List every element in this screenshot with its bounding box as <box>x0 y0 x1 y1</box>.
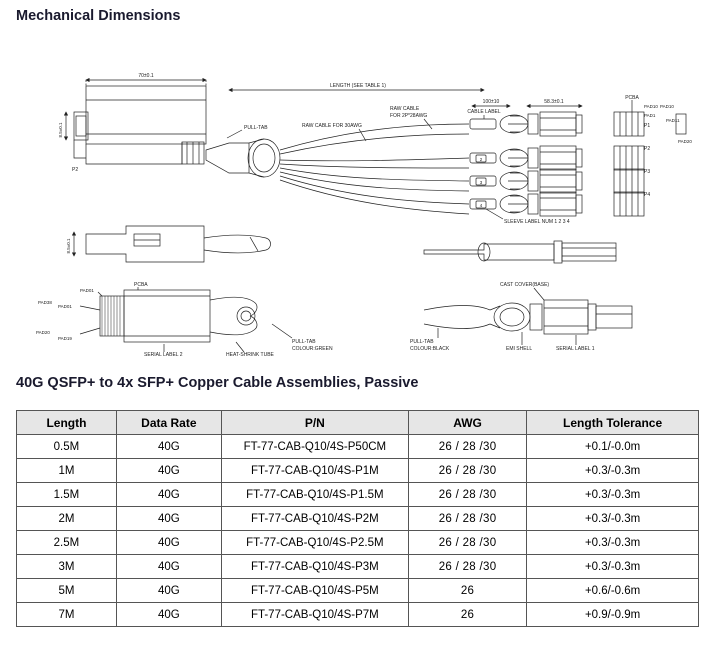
cell-awg: 26 / 28 /30 <box>408 435 526 459</box>
svg-text:P2: P2 <box>72 167 79 173</box>
svg-text:100±10: 100±10 <box>482 99 500 105</box>
svg-text:PAD11: PAD11 <box>666 118 680 123</box>
svg-text:PAD10: PAD10 <box>660 104 674 109</box>
svg-text:70±0.1: 70±0.1 <box>138 73 154 79</box>
svg-text:SLEEVE LABEL NUM 1 2 3 4: SLEEVE LABEL NUM 1 2 3 4 <box>504 219 570 225</box>
svg-text:PAD10: PAD10 <box>644 104 658 109</box>
cell-awg: 26 <box>408 579 526 603</box>
svg-text:PAD38: PAD38 <box>38 300 52 305</box>
cell-length-tolerance: +0.9/-0.9m <box>527 603 699 627</box>
cell-data-rate: 40G <box>116 435 221 459</box>
cell-awg: 26 / 28 /30 <box>408 507 526 531</box>
cable-assemblies-table <box>16 410 699 627</box>
cell-awg: 26 / 28 /30 <box>408 483 526 507</box>
svg-text:PULL-TAB: PULL-TAB <box>292 339 316 345</box>
svg-text:P3: P3 <box>644 169 651 175</box>
svg-text:HEAT-SHRINK TUBE: HEAT-SHRINK TUBE <box>226 352 274 358</box>
cell-length-tolerance: +0.6/-0.6m <box>527 579 699 603</box>
svg-text:58.3±0.1: 58.3±0.1 <box>544 99 564 105</box>
cell-data-rate: 40G <box>116 531 221 555</box>
cell-pn: FT-77-CAB-Q10/4S-P2M <box>221 507 408 531</box>
cell-pn: FT-77-CAB-Q10/4S-P7M <box>221 603 408 627</box>
cell-length: 3M <box>17 555 117 579</box>
table-row <box>17 531 699 555</box>
cell-length: 2.5M <box>17 531 117 555</box>
svg-text:PAD01: PAD01 <box>58 304 72 309</box>
table-row <box>17 507 699 531</box>
cell-length: 0.5M <box>17 435 117 459</box>
svg-text:8.5±0.1: 8.5±0.1 <box>58 122 63 138</box>
column-header-length-tolerance: Length Tolerance <box>527 411 699 435</box>
svg-text:EMI SHELL: EMI SHELL <box>506 346 533 352</box>
cell-length: 1M <box>17 459 117 483</box>
cell-data-rate: 40G <box>116 603 221 627</box>
cell-pn: FT-77-CAB-Q10/4S-P3M <box>221 555 408 579</box>
cell-awg: 26 / 28 /30 <box>408 555 526 579</box>
cell-pn: FT-77-CAB-Q10/4S-P2.5M <box>221 531 408 555</box>
svg-text:P1: P1 <box>644 123 651 129</box>
table-row <box>17 435 699 459</box>
cell-length-tolerance: +0.1/-0.0m <box>527 435 699 459</box>
table-row <box>17 603 699 627</box>
cell-pn: FT-77-CAB-Q10/4S-P1M <box>221 459 408 483</box>
column-header-length: Length <box>17 411 117 435</box>
svg-text:PCBA: PCBA <box>134 282 148 288</box>
svg-text:CABLE LABEL: CABLE LABEL <box>467 109 501 115</box>
cell-length: 2M <box>17 507 117 531</box>
svg-text:PULL-TAB: PULL-TAB <box>244 125 268 131</box>
table-header-row <box>17 411 699 435</box>
svg-text:PAD20: PAD20 <box>36 330 50 335</box>
cell-pn: FT-77-CAB-Q10/4S-P50CM <box>221 435 408 459</box>
svg-text:8.5±0.1: 8.5±0.1 <box>66 238 71 254</box>
svg-text:3: 3 <box>479 180 483 185</box>
svg-text:PAD19: PAD19 <box>58 336 72 341</box>
cell-pn: FT-77-CAB-Q10/4S-P5M <box>221 579 408 603</box>
cell-data-rate: 40G <box>116 459 221 483</box>
cell-data-rate: 40G <box>116 507 221 531</box>
column-header-pn: P/N <box>221 411 408 435</box>
svg-text:CAST COVER(BASE): CAST COVER(BASE) <box>500 282 550 288</box>
cell-awg: 26 / 28 /30 <box>408 531 526 555</box>
cell-data-rate: 40G <box>116 483 221 507</box>
cell-length: 7M <box>17 603 117 627</box>
svg-text:RAW CABLE: RAW CABLE <box>390 106 420 112</box>
cell-awg: 26 <box>408 603 526 627</box>
svg-text:PULL-TAB: PULL-TAB <box>410 339 434 345</box>
column-header-data-rate: Data Rate <box>116 411 221 435</box>
cell-data-rate: 40G <box>116 555 221 579</box>
column-header-awg: AWG <box>408 411 526 435</box>
svg-text:COLOUR:BLACK: COLOUR:BLACK <box>410 346 450 352</box>
cell-length-tolerance: +0.3/-0.3m <box>527 459 699 483</box>
svg-text:P4: P4 <box>644 192 651 198</box>
cell-length-tolerance: +0.3/-0.3m <box>527 531 699 555</box>
page-title-mechanical-dimensions: Mechanical Dimensions <box>16 8 181 24</box>
svg-text:FOR 2P*28AWG: FOR 2P*28AWG <box>390 113 428 119</box>
svg-text:PCBA: PCBA <box>625 95 639 101</box>
svg-text:COLOUR:GREEN: COLOUR:GREEN <box>292 346 333 352</box>
svg-text:P2: P2 <box>644 146 651 152</box>
cell-data-rate: 40G <box>116 579 221 603</box>
table-row <box>17 483 699 507</box>
cell-awg: 26 / 28 /30 <box>408 459 526 483</box>
cell-length-tolerance: +0.3/-0.3m <box>527 555 699 579</box>
cell-length-tolerance: +0.3/-0.3m <box>527 507 699 531</box>
svg-text:PAD01: PAD01 <box>80 288 94 293</box>
table-row <box>17 555 699 579</box>
svg-text:RAW CABLE FOR 30AWG: RAW CABLE FOR 30AWG <box>302 123 362 129</box>
svg-text:SERIAL LABEL 1: SERIAL LABEL 1 <box>556 346 595 352</box>
table-row <box>17 579 699 603</box>
cell-pn: FT-77-CAB-Q10/4S-P1.5M <box>221 483 408 507</box>
svg-text:SERIAL LABEL 2: SERIAL LABEL 2 <box>144 352 183 358</box>
cell-length: 5M <box>17 579 117 603</box>
svg-text:LENGTH (SEE TABLE 1): LENGTH (SEE TABLE 1) <box>330 83 386 89</box>
svg-text:PAD1: PAD1 <box>644 113 656 118</box>
mechanical-drawing <box>14 38 702 363</box>
svg-text:PAD20: PAD20 <box>678 139 692 144</box>
cell-length: 1.5M <box>17 483 117 507</box>
svg-text:4: 4 <box>479 203 483 208</box>
cell-length-tolerance: +0.3/-0.3m <box>527 483 699 507</box>
page-title-assemblies: 40G QSFP+ to 4x SFP+ Copper Cable Assemblies, Passive <box>16 375 419 391</box>
svg-text:2: 2 <box>479 157 483 162</box>
table-row <box>17 459 699 483</box>
